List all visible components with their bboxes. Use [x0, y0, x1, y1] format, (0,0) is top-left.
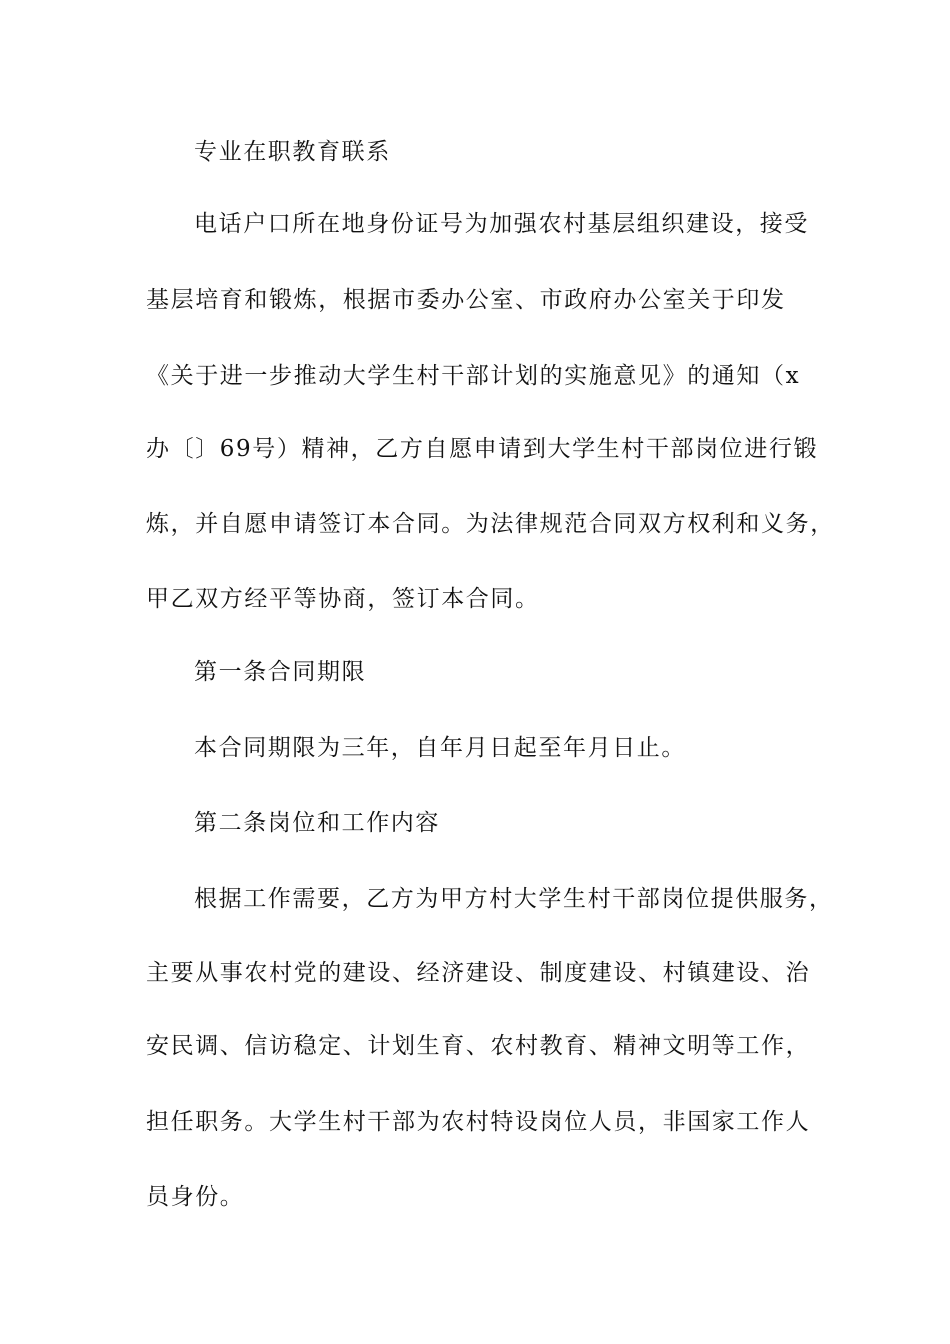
section-heading: 第二条岗位和工作内容	[194, 810, 440, 836]
paragraph-line: 炼，并自愿申请签订本合同。为法律规范合同双方权利和义务，	[146, 511, 835, 537]
paragraph-line: 专业在职教育联系	[194, 139, 391, 165]
paragraph-line: 电话户口所在地身份证号为加强农村基层组织建设，接受	[194, 211, 809, 237]
paragraph-line: 安民调、信访稳定、计划生育、农村教育、精神文明等工作，	[146, 1033, 811, 1059]
paragraph-line: 主要从事农村党的建设、经济建设、制度建设、村镇建设、治	[146, 960, 811, 986]
paragraph-line: 员身份。	[146, 1184, 245, 1210]
paragraph-line: 甲乙双方经平等协商，签订本合同。	[146, 586, 540, 612]
section-heading: 第一条合同期限	[194, 659, 367, 685]
paragraph-line: 《关于进一步推动大学生村干部计划的实施意见》的通知（x	[146, 363, 801, 389]
paragraph-line: 担任职务。大学生村干部为农村特设岗位人员，非国家工作人	[146, 1109, 811, 1135]
paragraph-line: 根据工作需要，乙方为甲方村大学生村干部岗位提供服务，	[194, 886, 834, 912]
paragraph-line: 本合同期限为三年，自年月日起至年月日止。	[194, 735, 686, 761]
paragraph-line: 基层培育和锻炼，根据市委办公室、市政府办公室关于印发	[146, 287, 786, 313]
paragraph-line: 办〔〕69号）精神，乙方自愿申请到大学生村干部岗位进行锻	[146, 436, 819, 462]
